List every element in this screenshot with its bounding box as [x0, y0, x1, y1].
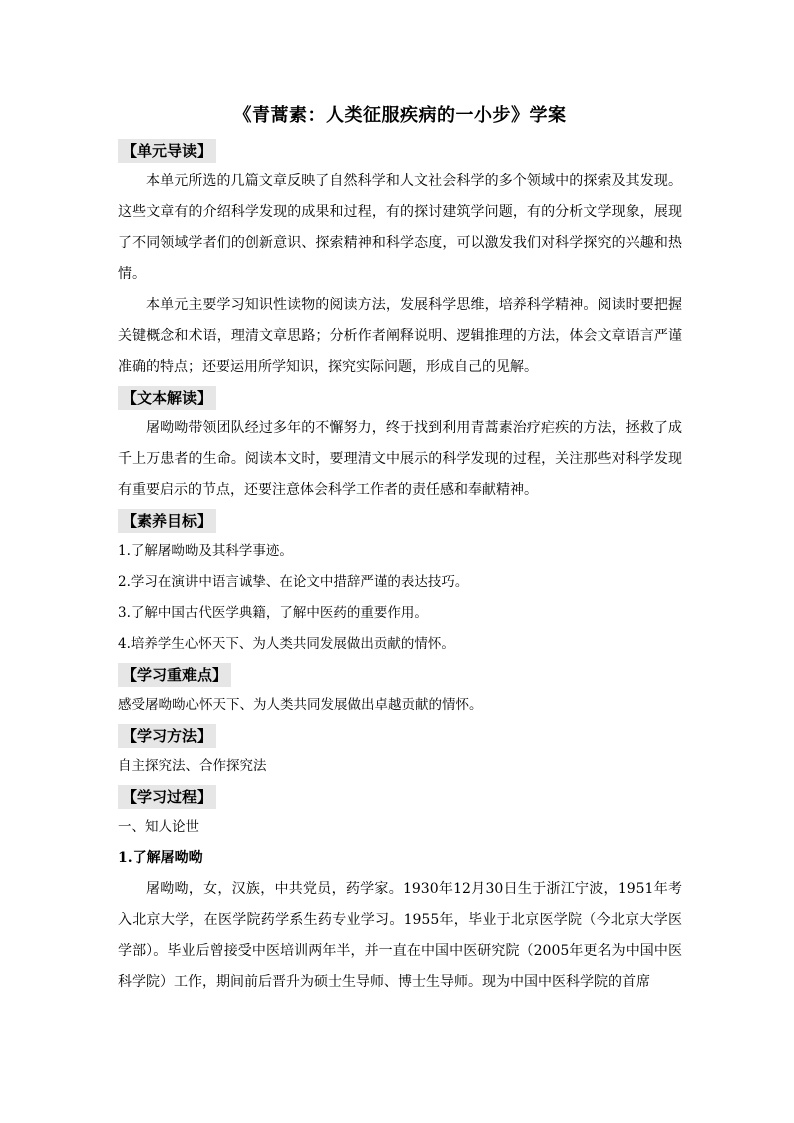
goal-item-2: 2.学习在演讲中语言诚挚、在论文中措辞严谨的表达技巧。 [118, 574, 469, 590]
unit-guide-paragraph-2: 本单元主要学习知识性读物的阅读方法，发展科学思维，培养科学精神。阅读时要把握关键概念和术语，理清文章思路；分析作者阐释说明、逻辑推理的方法，体会文章语言严谨准确的特点；还要运用所学知识，探究实际问题，形成自己的见解。 [118, 297, 682, 375]
process-subheading: 1.了解屠呦呦 [118, 850, 203, 866]
section-heading-text-reading: 【文本解读】 [118, 386, 216, 410]
goal-item-4: 4.培养学生心怀天下、为人类共同发展做出贡献的情怀。 [118, 636, 455, 652]
section-heading-methods: 【学习方法】 [118, 724, 216, 748]
section-goals [118, 506, 682, 660]
process-part-title: 一、知人论世 [118, 819, 199, 835]
document-page [118, 100, 682, 998]
section-heading-goals: 【素养目标】 [118, 509, 216, 533]
section-key-points [118, 660, 682, 721]
section-heading-process: 【学习过程】 [118, 785, 216, 809]
section-heading-unit-guide: 【单元导读】 [118, 139, 216, 163]
section-text-reading [118, 383, 682, 506]
methods-text: 自主探究法、合作探究法 [118, 758, 267, 774]
key-points-text: 感受屠呦呦心怀天下、为人类共同发展做出卓越贡献的情怀。 [118, 697, 483, 713]
section-methods [118, 721, 682, 782]
section-heading-key-points: 【学习重难点】 [118, 663, 231, 687]
goal-item-1: 1.了解屠呦呦及其科学事迹。 [118, 543, 293, 559]
goal-item-3: 3.了解中国古代医学典籍，了解中医药的重要作用。 [118, 605, 428, 621]
section-process [118, 782, 682, 998]
process-paragraph: 屠呦呦，女，汉族，中共党员，药学家。1930年12月30日生于浙江宁波，1951年考入北京大学，在医学院药学系生药专业学习。1955年，毕业于北京医学院（今北京大学医学部）。毕业后曾接受中医培训两年半，并一直在中国中医研究院（2005年更名为中国中医科学院）工作，期间前后晋升为硕士生导师、博士生导师。现为中国中医科学院的首席 [118, 881, 682, 990]
unit-guide-paragraph-1: 本单元所选的几篇文章反映了自然科学和人文社会科学的多个领域中的探索及其发现。这些文章有的介绍科学发现的成果和过程，有的探讨建筑学问题，有的分析文学现象，展现了不同领域学者们的创新意识、探索精神和科学态度，可以激发我们对科学探究的兴趣和热情。 [118, 173, 682, 282]
page-title: 《青蒿素：人类征服疾病的一小步》学案 [233, 105, 567, 126]
section-unit-guide [118, 136, 682, 383]
text-reading-paragraph: 屠呦呦带领团队经过多年的不懈努力，终于找到利用青蒿素治疗疟疾的方法，拯救了成千上万患者的生命。阅读本文时，要理清文中展示的科学发现的过程，关注那些对科学发现有重要启示的节点，还要注意体会科学工作者的责任感和奉献精神。 [118, 420, 682, 498]
